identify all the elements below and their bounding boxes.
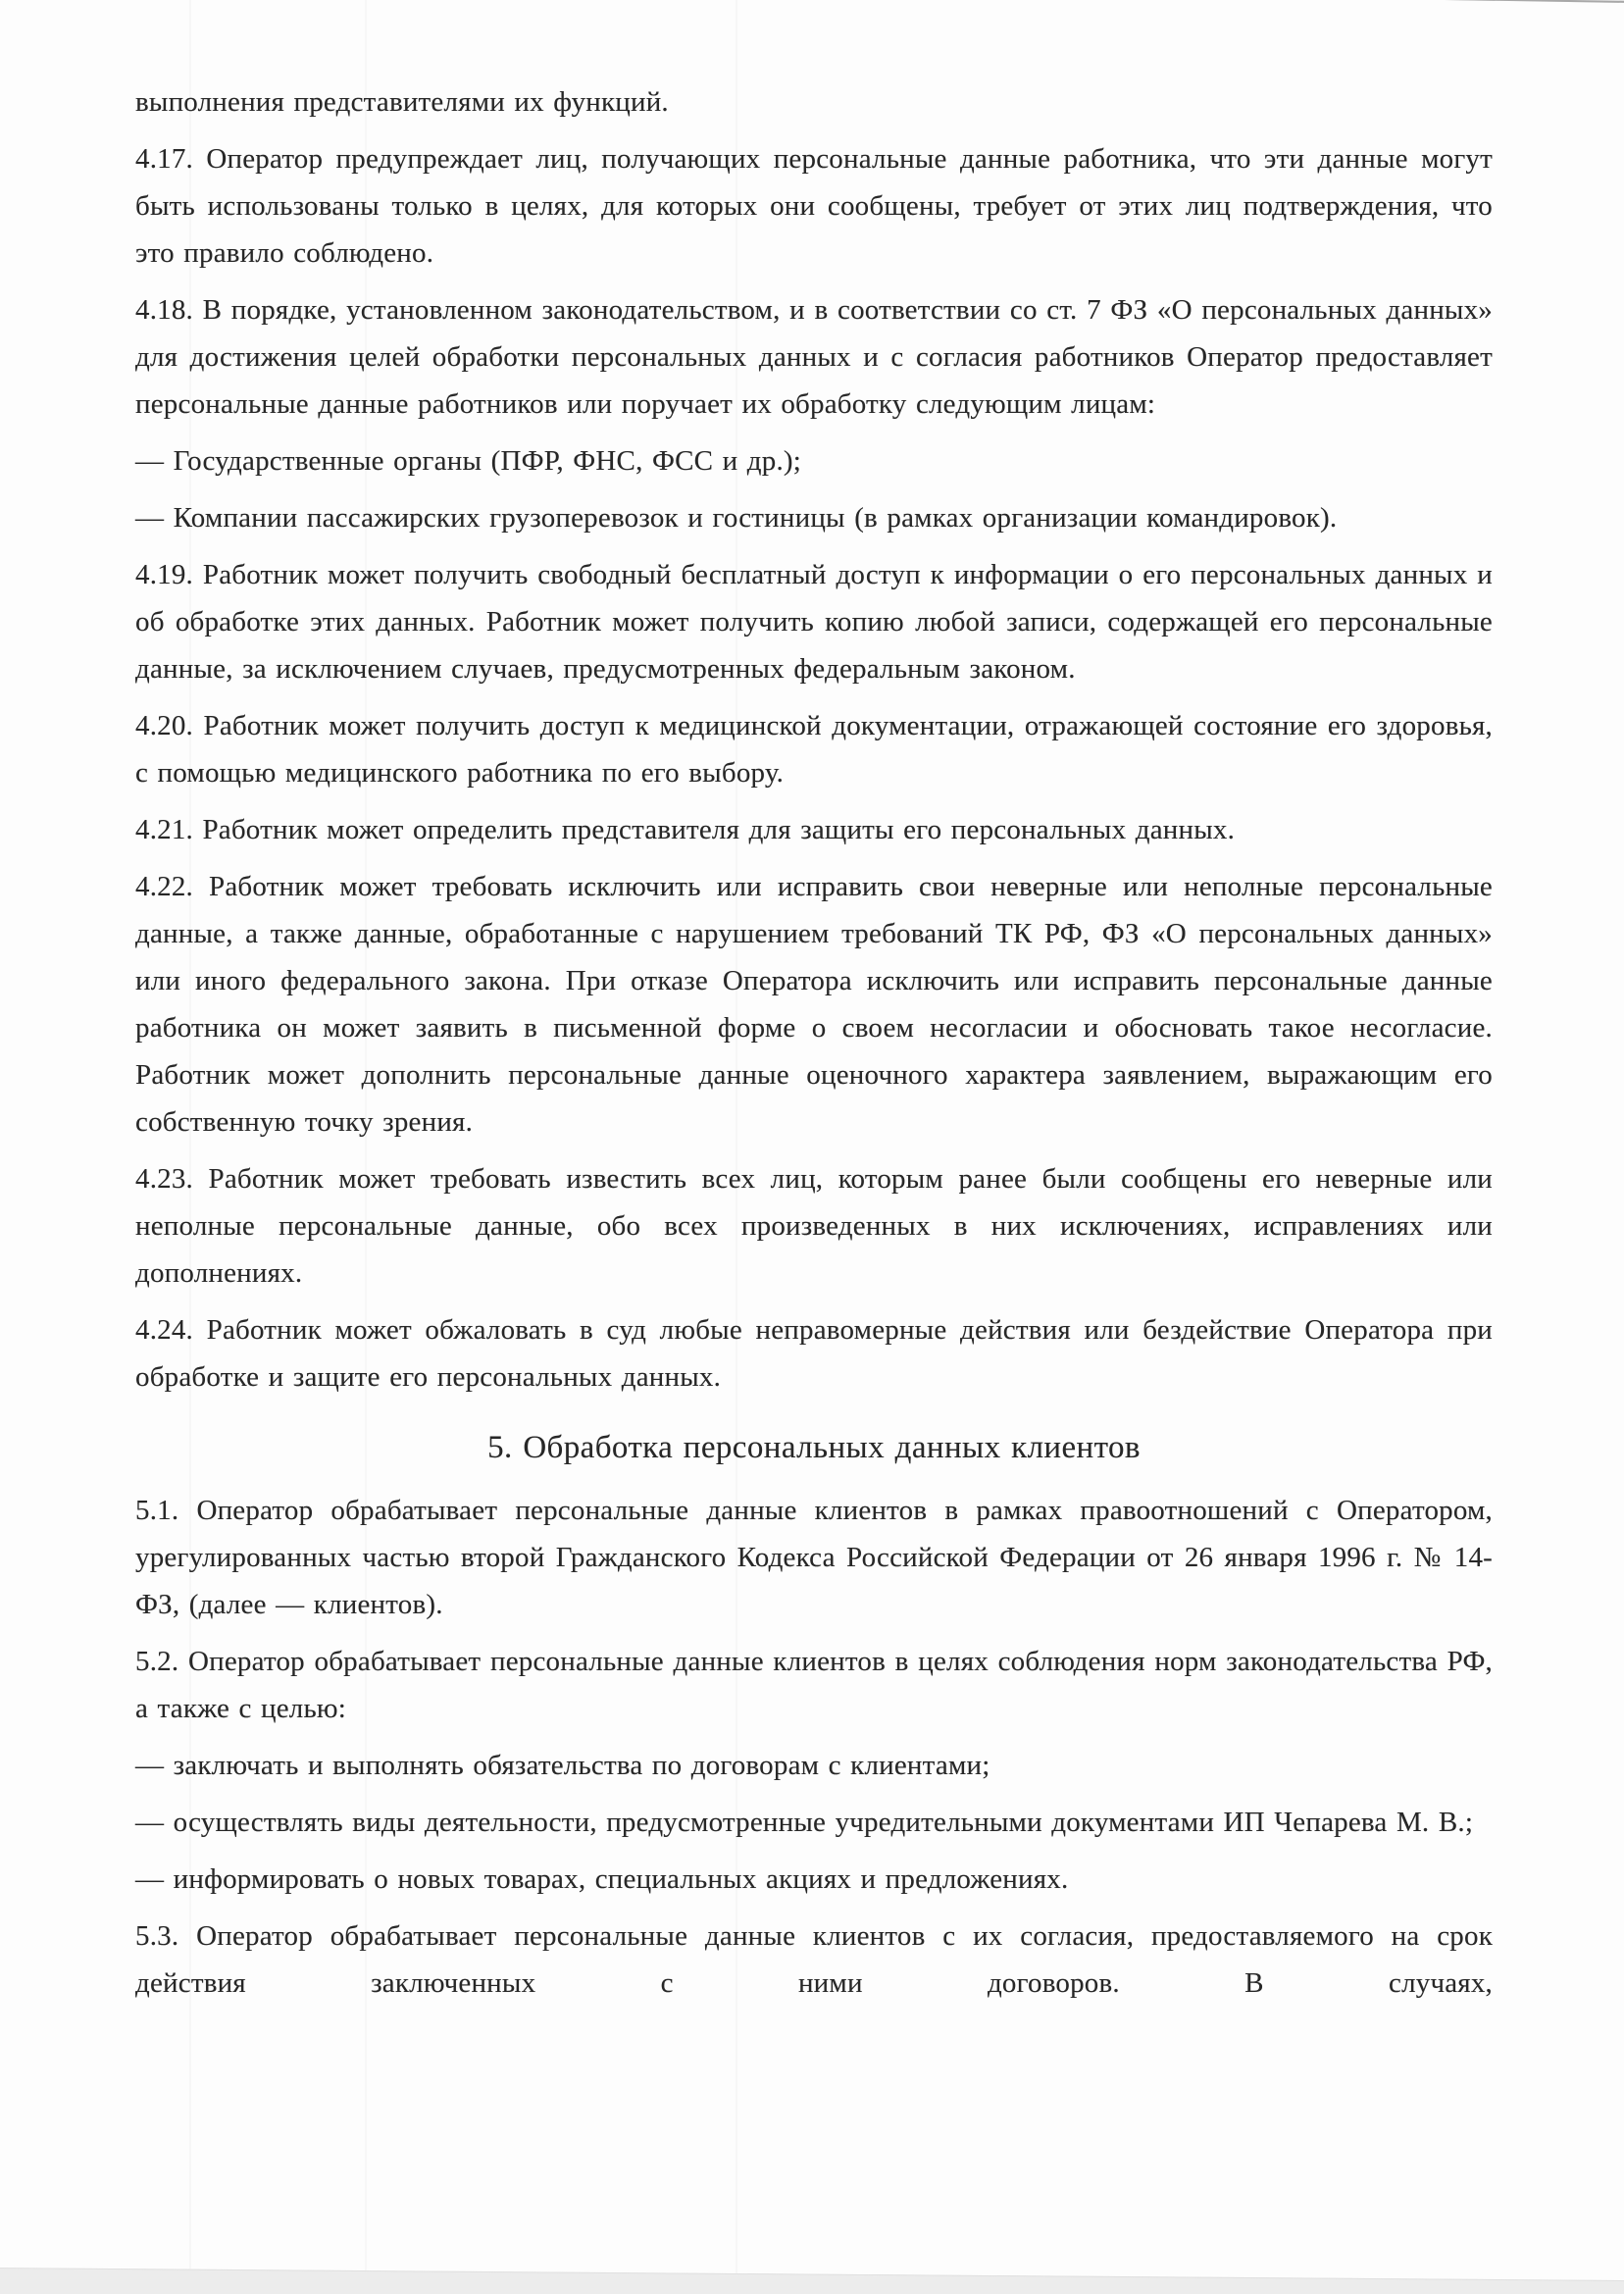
list-item: [135, 437, 1493, 484]
clause-text: Оператор обрабатывает персональные данные клиентов с их согласия, предоставляемого на срок действия заключенных с ними договоров. В случаях,: [135, 1920, 1493, 1999]
paragraph: [135, 1306, 1493, 1401]
clause-text: — Компании пассажирских грузоперевозок и гостиницы (в рамках организации командировок).: [135, 502, 1338, 534]
document-body: [135, 0, 1493, 2007]
clause-text: — заключать и выполнять обязательства по договорам с клиентами;: [135, 1750, 990, 1781]
clause-number: 4.23.: [135, 1163, 193, 1195]
paragraph: [135, 806, 1493, 853]
paragraph: [135, 1155, 1493, 1297]
paragraph: [135, 863, 1493, 1146]
clause-text: 5. Обработка персональных данных клиентов: [487, 1430, 1141, 1465]
clause-number: 4.24.: [135, 1314, 193, 1346]
list-item: [135, 1856, 1493, 1903]
clause-number: 4.21.: [135, 814, 193, 845]
clause-number: 4.18.: [135, 294, 193, 326]
list-item: [135, 1742, 1493, 1789]
clause-text: Работник может получить свободный бесплатный доступ к информации о его персональных данных и об обработке этих данных. Работник может получить копию любой записи, содержащей его персональные данные, за исключением случаев, предусмотренных федеральным законом.: [135, 559, 1493, 685]
clause-text: Оператор обрабатывает персональные данные клиентов в целях соблюдения норм законодательства РФ, а также с целью:: [135, 1646, 1494, 1724]
paragraph-continuation: [135, 78, 1493, 126]
list-item: [135, 1799, 1493, 1846]
clause-text: Работник может требовать известить всех лиц, которым ранее были сообщены его неверные или неполные персональные данные, обо всех произведенных в них исключениях, исправлениях или дополнениях.: [135, 1163, 1493, 1289]
clause-text: Работник может требовать исключить или исправить свои неверные или неполные персональные данные, а также данные, обработанные с нарушением требований ТК РФ, ФЗ «О персональных данных» или иного федерального закона. При отказе Оператора исключить или исправить персональные данные работника он может заявить в письменной форме о своем несогласии и обосновать такое несогласие. Работник может дополнить персональные данные оценочного характера заявлением, выражающим его собственную точку зрения.: [135, 871, 1493, 1138]
clause-text: Работник может обжаловать в суд любые неправомерные действия или бездействие Оператора при обработке и защите его персональных данных.: [135, 1314, 1493, 1393]
clause-text: выполнения представителями их функций.: [135, 86, 669, 118]
clause-text: Работник может определить представителя для защиты его персональных данных.: [202, 814, 1236, 845]
paragraph: [135, 551, 1493, 692]
clause-number: 5.2.: [135, 1646, 179, 1677]
clause-text: — Государственные органы (ПФР, ФНС, ФСС и др.);: [135, 445, 802, 477]
clause-number: 4.20.: [135, 710, 193, 741]
clause-text: Оператор предупреждает лиц, получающих персональные данные работника, что эти данные могут быть использованы только в целях, для которых они сообщены, требует от этих лиц подтверждения, что это правило соблюдено.: [135, 143, 1494, 269]
paragraph: [135, 1638, 1493, 1732]
clause-text: — осуществлять виды деятельности, предусмотренные учредительными документами ИП Чепарева М. В.;: [135, 1807, 1474, 1838]
paragraph: [135, 286, 1493, 428]
clause-number: 5.1.: [135, 1495, 179, 1526]
clause-text: Работник может получить доступ к медицинской документации, отражающей состояние его здоровья, с помощью медицинского работника по его выбору.: [135, 710, 1494, 789]
clause-text: — информировать о новых товарах, специальных акциях и предложениях.: [135, 1863, 1069, 1895]
paragraph: [135, 1912, 1493, 2007]
paragraph: [135, 702, 1493, 796]
clause-number: 5.3.: [135, 1920, 179, 1952]
scan-artifact-bottom-shadow: [0, 2268, 1624, 2294]
clause-number: 4.17.: [135, 143, 193, 175]
clause-number: 4.19.: [135, 559, 193, 590]
paragraph: [135, 1487, 1493, 1628]
clause-text: В порядке, установленном законодательством, и в соответствии со ст. 7 ФЗ «О персональных данных» для достижения целей обработки персональных данных и с согласия работников Оператор предоставляет персональные данные работников или поручает их обработку следующим лицам:: [135, 294, 1494, 420]
paragraph: [135, 135, 1493, 277]
clause-number: 4.22.: [135, 871, 193, 902]
clause-text: Оператор обрабатывает персональные данные клиентов в рамках правоотношений с Оператором, урегулированных частью второй Гражданского Кодекса Российской Федерации от 26 января 1996 г. № 14-ФЗ, (далее — клиентов).: [135, 1495, 1493, 1620]
list-item: [135, 494, 1493, 541]
section-heading: [135, 1422, 1493, 1473]
